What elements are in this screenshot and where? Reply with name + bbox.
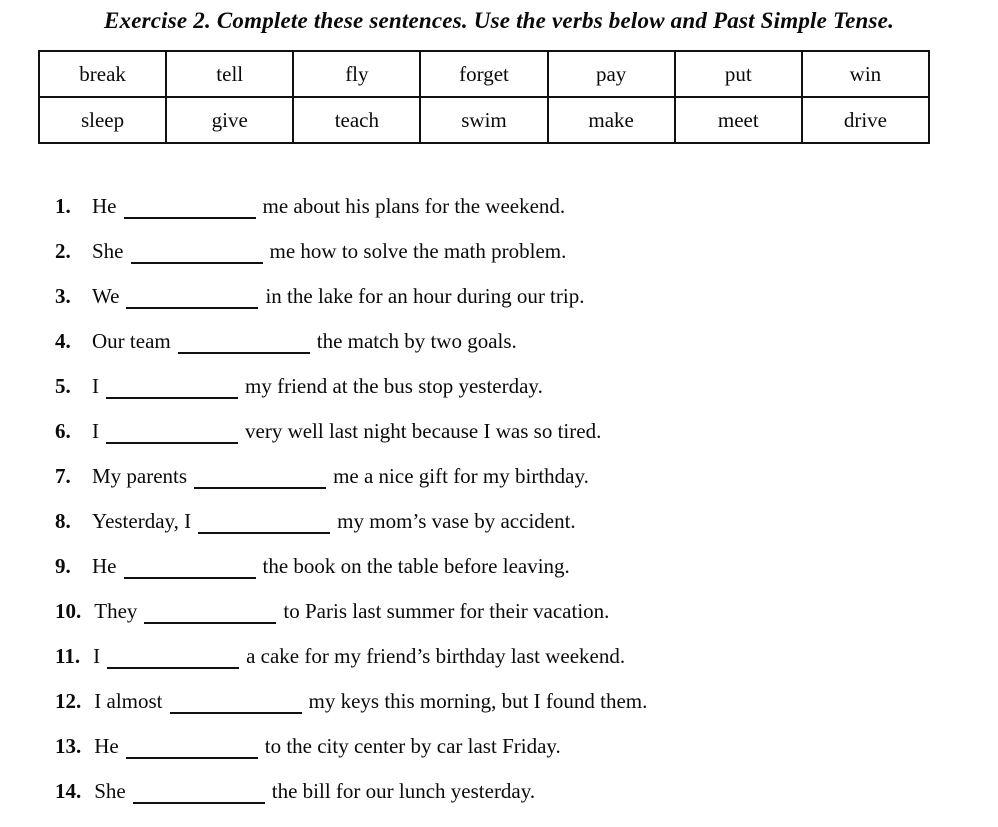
verb-cell: teach [293, 97, 420, 143]
sentence-number: 11. [55, 644, 81, 668]
sentence-after-text: me about his plans for the weekend. [262, 194, 566, 218]
fill-in-blank [126, 293, 258, 309]
sentence-number: 6. [55, 419, 71, 443]
sentence-before-text: My parents [92, 464, 188, 488]
sentence-before-text: They [94, 599, 138, 623]
sentence-item [55, 229, 998, 274]
fill-in-blank [131, 248, 263, 264]
fill-in-blank [194, 473, 326, 489]
sentence-before-text: She [94, 779, 126, 803]
sentence-list [0, 184, 998, 814]
verb-bank-table [38, 50, 930, 144]
sentence-after-text: the bill for our lunch yesterday. [271, 779, 536, 803]
sentence-number: 3. [55, 284, 71, 308]
verb-cell: meet [675, 97, 802, 143]
sentence-before-text: She [92, 239, 124, 263]
fill-in-blank [106, 383, 238, 399]
fill-in-blank [106, 428, 238, 444]
sentence-item [55, 724, 998, 769]
fill-in-blank [107, 653, 239, 669]
sentence-item [55, 634, 998, 679]
sentence-after-text: to the city center by car last Friday. [264, 734, 561, 758]
sentence-after-text: a cake for my friend’s birthday last weekend. [246, 644, 626, 668]
sentence-after-text: in the lake for an hour during our trip. [265, 284, 585, 308]
sentence-after-text: the book on the table before leaving. [262, 554, 570, 578]
sentence-item [55, 364, 998, 409]
sentence-number: 14. [55, 779, 82, 803]
sentence-after-text: very well last night because I was so tired. [245, 419, 602, 443]
fill-in-blank [178, 338, 310, 354]
sentence-before-text: I [93, 644, 101, 668]
sentence-item [55, 499, 998, 544]
sentence-item [55, 769, 998, 814]
sentence-before-text: He [92, 554, 117, 578]
verb-cell: swim [420, 97, 547, 143]
sentence-item [55, 274, 998, 319]
verb-bank-row [39, 97, 929, 143]
sentence-item [55, 589, 998, 634]
sentence-number: 12. [55, 689, 82, 713]
sentence-number: 8. [55, 509, 71, 533]
sentence-before-text: Our team [92, 329, 171, 353]
sentence-after-text: my friend at the bus stop yesterday. [245, 374, 543, 398]
sentence-before-text: Yesterday, I [92, 509, 192, 533]
sentence-number: 7. [55, 464, 71, 488]
verb-cell: drive [802, 97, 929, 143]
sentence-after-text: me a nice gift for my birthday. [333, 464, 589, 488]
fill-in-blank [124, 563, 256, 579]
verb-cell: make [548, 97, 675, 143]
verb-cell: give [166, 97, 293, 143]
sentence-number: 2. [55, 239, 71, 263]
sentence-before-text: I [92, 419, 99, 443]
sentence-number: 9. [55, 554, 71, 578]
verb-cell: fly [293, 51, 420, 97]
verb-cell: put [675, 51, 802, 97]
verb-cell: win [802, 51, 929, 97]
sentence-item [55, 454, 998, 499]
verb-cell: forget [420, 51, 547, 97]
sentence-after-text: my keys this morning, but I found them. [308, 689, 648, 713]
sentence-item [55, 544, 998, 589]
sentence-after-text: me how to solve the math problem. [269, 239, 567, 263]
fill-in-blank [170, 698, 302, 714]
sentence-after-text: to Paris last summer for their vacation. [283, 599, 610, 623]
sentence-item [55, 409, 998, 454]
verb-bank-row [39, 51, 929, 97]
fill-in-blank [126, 743, 258, 759]
sentence-before-text: He [94, 734, 119, 758]
sentence-item [55, 319, 998, 364]
exercise-title: Exercise 2. Complete these sentences. Use the verbs below and Past Simple Tense. [103, 8, 895, 33]
sentence-after-text: my mom’s vase by accident. [337, 509, 576, 533]
fill-in-blank [133, 788, 265, 804]
fill-in-blank [198, 518, 330, 534]
sentence-before-text: We [92, 284, 120, 308]
fill-in-blank [144, 608, 276, 624]
verb-cell: tell [166, 51, 293, 97]
sentence-number: 10. [55, 599, 82, 623]
fill-in-blank [124, 203, 256, 219]
verb-cell: pay [548, 51, 675, 97]
verb-cell: sleep [39, 97, 166, 143]
sentence-after-text: the match by two goals. [316, 329, 517, 353]
verb-cell: break [39, 51, 166, 97]
sentence-item [55, 679, 998, 724]
sentence-before-text: He [92, 194, 117, 218]
sentence-before-text: I almost [94, 689, 163, 713]
sentence-number: 1. [55, 194, 71, 218]
sentence-item [55, 184, 998, 229]
sentence-before-text: I [92, 374, 99, 398]
sentence-number: 5. [55, 374, 71, 398]
sentence-number: 4. [55, 329, 71, 353]
sentence-number: 13. [55, 734, 82, 758]
